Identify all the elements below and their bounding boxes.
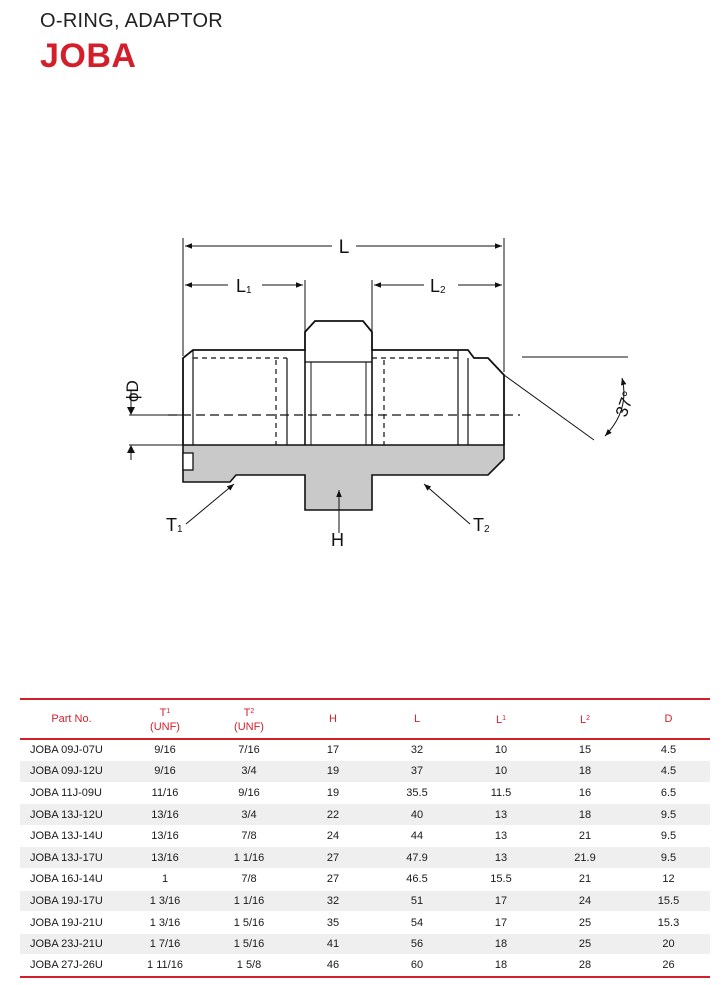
cell-h: 27 (291, 847, 375, 869)
cell-l: 56 (375, 933, 459, 955)
cell-part-no: JOBA 23J-21U (20, 933, 123, 955)
cell-l2: 16 (543, 782, 627, 804)
cell-l2: 24 (543, 890, 627, 912)
cell-t1: 11/16 (123, 782, 207, 804)
cell-d: 9.5 (627, 825, 710, 847)
cell-l1: 11.5 (459, 782, 543, 804)
cell-t2: 7/8 (207, 825, 291, 847)
cell-l2: 21 (543, 869, 627, 891)
cell-t2: 1 5/8 (207, 955, 291, 977)
cell-l1: 10 (459, 761, 543, 783)
table-row (20, 890, 710, 912)
cell-t1: 9/16 (123, 739, 207, 761)
col-header-l1: $L^1$ (459, 699, 543, 739)
cell-l1: 18 (459, 955, 543, 977)
cell-t1: 13/16 (123, 825, 207, 847)
cell-l2: 15 (543, 739, 627, 761)
cell-t1: 1 3/16 (123, 890, 207, 912)
cell-d: 9.5 (627, 804, 710, 826)
cell-d: 15.5 (627, 890, 710, 912)
cell-part-no: JOBA 19J-17U (20, 890, 123, 912)
cell-d: 4.5 (627, 739, 710, 761)
label-T2: T2 (473, 515, 490, 535)
cell-d: 26 (627, 955, 710, 977)
cell-l: 40 (375, 804, 459, 826)
cell-t1: 1 (123, 869, 207, 891)
cell-d: 9.5 (627, 847, 710, 869)
table-header-row (20, 699, 710, 739)
page-subtitle: O-RING, ADAPTOR (40, 10, 224, 32)
cell-t2: 3/4 (207, 761, 291, 783)
cell-t2: 1 1/16 (207, 847, 291, 869)
cell-h: 19 (291, 782, 375, 804)
cell-h: 46 (291, 955, 375, 977)
table-row (20, 825, 710, 847)
section-shading (183, 445, 504, 510)
cell-t1: 13/16 (123, 804, 207, 826)
cell-t1: 9/16 (123, 761, 207, 783)
cell-h: 32 (291, 890, 375, 912)
table-row (20, 912, 710, 934)
table-row (20, 869, 710, 891)
cell-h: 17 (291, 739, 375, 761)
col-header-l: L (375, 699, 459, 739)
cell-l: 46.5 (375, 869, 459, 891)
cell-t2: 1 1/16 (207, 890, 291, 912)
cell-l1: 15.5 (459, 869, 543, 891)
label-L1: L1 (236, 276, 252, 296)
cell-l: 32 (375, 739, 459, 761)
table-row (20, 804, 710, 826)
spec-table-wrapper (20, 698, 710, 978)
table-row (20, 933, 710, 955)
table-row (20, 782, 710, 804)
cell-h: 19 (291, 761, 375, 783)
cell-l: 54 (375, 912, 459, 934)
cell-l: 37 (375, 761, 459, 783)
cell-l1: 17 (459, 912, 543, 934)
cell-d: 4.5 (627, 761, 710, 783)
cell-part-no: JOBA 16J-14U (20, 869, 123, 891)
cell-t1: 1 11/16 (123, 955, 207, 977)
cell-t1: 1 3/16 (123, 912, 207, 934)
cell-l: 44 (375, 825, 459, 847)
table-row (20, 955, 710, 977)
cell-t2: 1 5/16 (207, 933, 291, 955)
cell-l1: 13 (459, 825, 543, 847)
fitting-outline (183, 321, 504, 445)
table-row (20, 739, 710, 761)
cell-t2: 1 5/16 (207, 912, 291, 934)
cell-t1: 13/16 (123, 847, 207, 869)
cell-l1: 17 (459, 890, 543, 912)
table-row (20, 761, 710, 783)
cell-part-no: JOBA 13J-14U (20, 825, 123, 847)
cell-l: 47.9 (375, 847, 459, 869)
label-angle: 37° (611, 388, 639, 420)
col-header-d: D (627, 699, 710, 739)
cell-h: 35 (291, 912, 375, 934)
cell-t2: 7/8 (207, 869, 291, 891)
cell-part-no: JOBA 13J-12U (20, 804, 123, 826)
col-header-t1: $T^1$ (UNF) (123, 699, 207, 739)
cell-l: 35.5 (375, 782, 459, 804)
table-row (20, 847, 710, 869)
cell-part-no: JOBA 13J-17U (20, 847, 123, 869)
cell-l2: 18 (543, 804, 627, 826)
label-phi-d: ϕD (123, 380, 142, 402)
page-title: JOBA (40, 37, 137, 75)
cell-d: 20 (627, 933, 710, 955)
cell-part-no: JOBA 11J-09U (20, 782, 123, 804)
cell-l2: 28 (543, 955, 627, 977)
cell-l1: 18 (459, 933, 543, 955)
cell-h: 24 (291, 825, 375, 847)
cell-t2: 9/16 (207, 782, 291, 804)
cell-d: 6.5 (627, 782, 710, 804)
cell-part-no: JOBA 09J-12U (20, 761, 123, 783)
cell-t2: 3/4 (207, 804, 291, 826)
spec-table (20, 698, 710, 978)
label-L2: L2 (430, 276, 446, 296)
cell-l2: 18 (543, 761, 627, 783)
cell-l1: 13 (459, 847, 543, 869)
col-header-part-no: Part No. (20, 699, 123, 739)
cell-l1: 13 (459, 804, 543, 826)
cell-part-no: JOBA 09J-07U (20, 739, 123, 761)
cell-l2: 25 (543, 933, 627, 955)
cell-t2: 7/16 (207, 739, 291, 761)
cell-part-no: JOBA 19J-21U (20, 912, 123, 934)
col-header-l2: $L^2$ (543, 699, 627, 739)
cell-d: 12 (627, 869, 710, 891)
cell-t1: 1 7/16 (123, 933, 207, 955)
cell-l2: 21 (543, 825, 627, 847)
col-header-h: H (291, 699, 375, 739)
cell-l: 51 (375, 890, 459, 912)
cell-h: 22 (291, 804, 375, 826)
col-header-t2: $T^2$ (UNF) (207, 699, 291, 739)
cell-part-no: JOBA 27J-26U (20, 955, 123, 977)
label-T1: T1 (166, 515, 183, 535)
cell-l2: 21.9 (543, 847, 627, 869)
label-L: L (338, 237, 350, 258)
label-H: H (331, 530, 344, 550)
cell-l: 60 (375, 955, 459, 977)
cell-h: 27 (291, 869, 375, 891)
oring-groove (183, 453, 193, 470)
cell-d: 15.3 (627, 912, 710, 934)
cell-h: 41 (291, 933, 375, 955)
cell-l1: 10 (459, 739, 543, 761)
cell-l2: 25 (543, 912, 627, 934)
